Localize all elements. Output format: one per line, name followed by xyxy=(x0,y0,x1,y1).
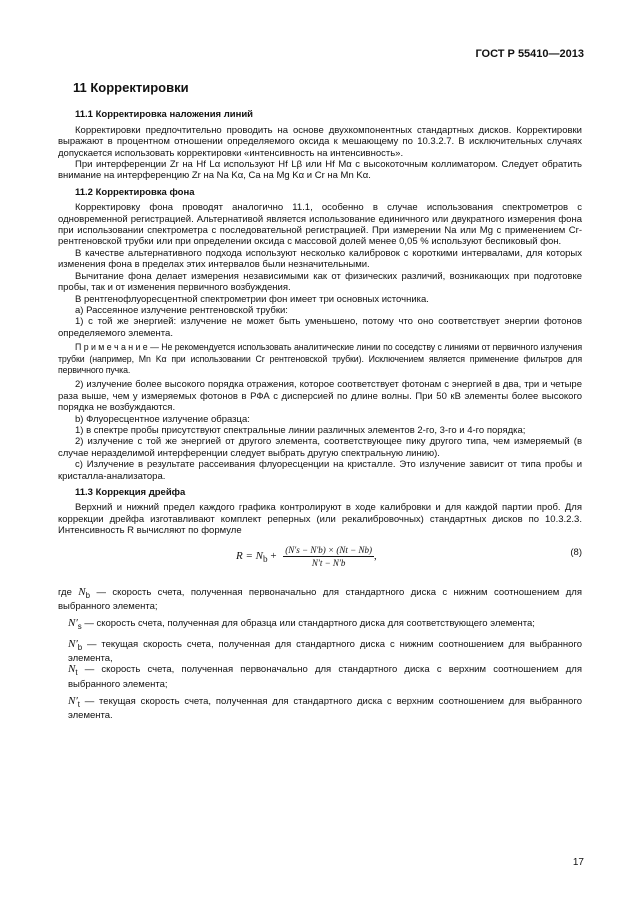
subsection-title: 11.1 Корректировка наложения линий xyxy=(75,109,254,121)
subsection-title: 11.3 Коррекция дрейфа xyxy=(75,487,186,498)
standard-header: ГОСТ Р 55410—2013 xyxy=(475,48,584,60)
paragraph: В рентгенофлуоресцентной спектрометрии фон имеет три основных источника. xyxy=(75,293,429,305)
paragraph: Корректировку фона проводят аналогично 11.1, особенно в случае использования спектрометров с одновременной регистрацией. Альтернативой является использование единичного или двукратного измерения фона при использовании спектрометра с последовательной регистрацией. При измерении Na или Mg с применением Cr-рентгеновской трубки или при определении оксида с массовой долей менее 0,05 % используют беспиковый фон. xyxy=(58,202,582,248)
document-body xyxy=(58,72,582,722)
paragraph: Верхний и нижний предел каждого графика контролируют в ходе калибровки и для каждой партии проб. Для коррекции дрейфа изготавливают комплект реперных (или рекалибровочных) стандартных дисков по 10.3.2.3. Интенсивность R вычисляют по формуле xyxy=(58,502,582,537)
list-item: 2) излучение с той же энергией от другого элемента, соответствующее пику другого типа, чем измеряемый (в случае неразделимой интерференции следует выбрать другую спектральную линию). xyxy=(58,436,582,459)
definition-item: где $N_b$ — скорость счета, полученная первоначально для стандартного диска с нижним соотношением для выбранного элемента; xyxy=(58,585,582,612)
note: П р и м е ч а н и е — Не рекомендуется использовать аналитические линии по соседству с линиями от первичного излучения трубки (например, Mn Kα при использовании Cr рентгеновской трубки). Исключением является применение фильтров для первичного пучка. xyxy=(58,342,582,375)
formula-lhs-sub: b xyxy=(262,553,268,564)
section-title: 11 Корректировки xyxy=(73,80,189,95)
paragraph: В качестве альтернативного подхода используют несколько калибровок с короткими интервалами, для которых изменения фона в пределах этих интервалов были незначительными. xyxy=(58,247,582,271)
formula-fraction xyxy=(283,545,374,568)
formula-tail: , xyxy=(373,549,377,562)
list-item: а) Рассеянное излучение рентгеновской трубки: xyxy=(75,304,288,316)
subsection-title: 11.2 Корректировка фона xyxy=(75,186,195,198)
page-number: 17 xyxy=(572,857,584,868)
formula-number: (8) xyxy=(570,546,582,558)
definition-item: $N'_s$ — скорость счета, полученная для образца или стандартного диска для соответствующего элемента; xyxy=(68,617,535,632)
list-item: 1) в спектре пробы присутствуют спектральные линии различных элементов 2-го, 3-го и 4-го порядка; xyxy=(75,424,526,436)
definition-item: $N'_t$ — текущая скорость счета, полученная для стандартного диска с верхним соотношением для выбранного элемента. xyxy=(68,695,582,722)
paragraph: Вычитание фона делает измерения независимыми как от физических различий, возникающих при подготовке пробы, так и от изменения первичного возбуждения. xyxy=(58,270,582,294)
list-item: b) Флуоресцентное излучение образца: xyxy=(75,413,250,425)
formula-plus: + xyxy=(267,549,280,562)
formula-numerator: (N′s − N′b) × (Nt − Nb) xyxy=(285,544,372,555)
definition-item: $N_t$ — скорость счета, полученная первоначально для стандартного диска с верхним соотношением для выбранного элемента; xyxy=(68,663,582,690)
formula-8 xyxy=(58,543,582,579)
formula-denominator: N′t − N′b xyxy=(311,557,346,568)
formula-lhs: R = N xyxy=(236,549,263,562)
paragraph: При интерференции Zr на Hf Lα используют Hf Lβ или Hf Mα с высокоточным коллиматором. Следует обратить внимание на интерференцию Zr на Na Kα, Ca на Mg Kα и Cr на Mn Kα. xyxy=(58,159,582,182)
list-item: 1) с той же энергией: излучение не может быть уменьшено, потому что оно соответствует энергии фотонов определяемого элемента. xyxy=(58,316,582,339)
paragraph: Корректировки предпочтительно проводить на основе двухкомпонентных стандартных дисков. Корректировки выражают в процентном отношении определяемого оксида к мешающему по 10.3.2.7. В исключительных случаях допускается использовать корректировки «интенсивность на интенсивность». xyxy=(58,124,582,159)
list-item: 2) излучение более высокого порядка отражения, которое соответствует фотонам с энергией в два, три и четыре раза выше, чем у измеряемых фотонов в РФА с дисперсией по длине волны. При 50 кВ элементы более высокого порядка не возбуждаются. xyxy=(58,379,582,414)
definition-item: $N'_b$ — текущая скорость счета, полученная для стандартного диска с нижним соотношением для выбранного элемента, xyxy=(68,637,582,664)
list-item: с) Излучение в результате рассеивания флуоресценции на кристалле. Это излучение зависит от типа пробы и кристалла-анализатора. xyxy=(58,459,582,482)
formula-expression xyxy=(236,545,377,568)
